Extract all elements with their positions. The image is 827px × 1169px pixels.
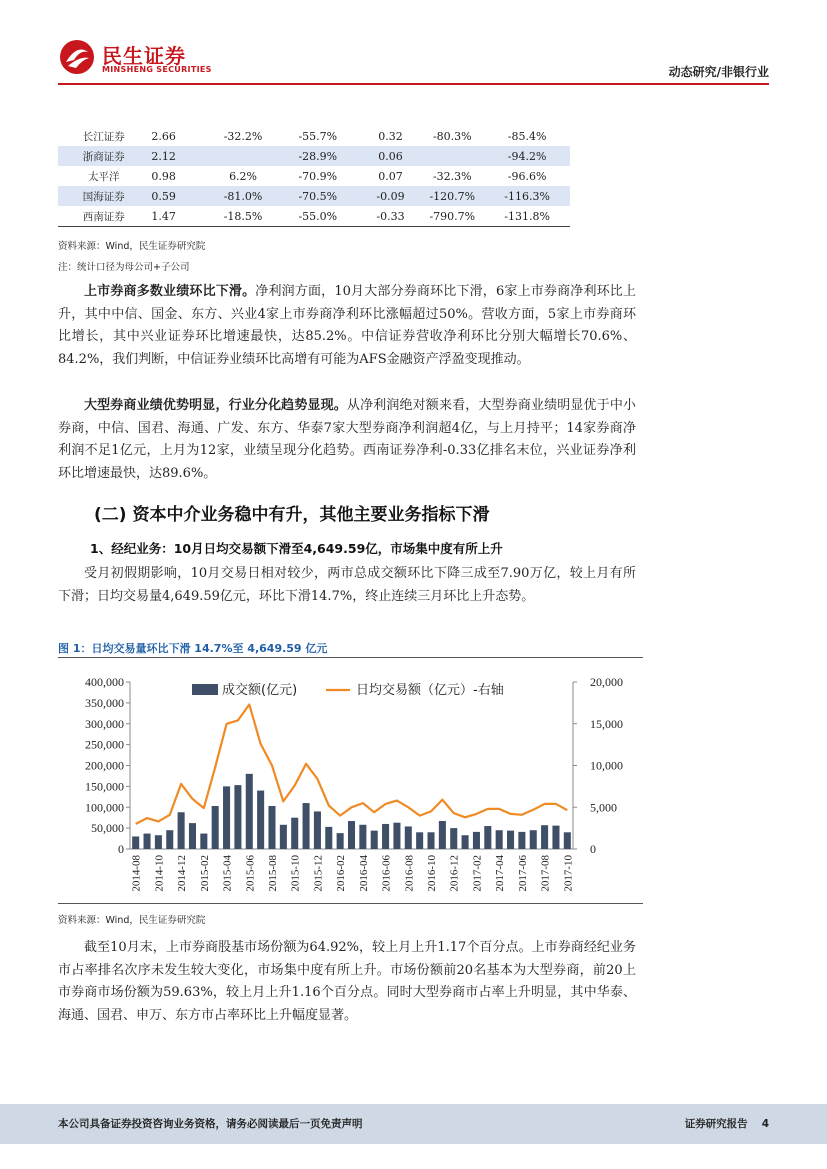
volume-bar [189, 823, 196, 849]
volume-bar [268, 806, 275, 849]
subsection-heading: 1、经纪业务：10月日均交易额下滑至4,649.59亿，市场集中度有所上升 [90, 541, 503, 556]
paragraph-2 [58, 395, 636, 485]
right-tick-label: 20,000 [590, 675, 623, 689]
volume-bar [473, 832, 480, 849]
x-tick-label: 2017-02 [471, 855, 484, 892]
table-cell: -96.6% [507, 169, 547, 183]
volume-bar [496, 830, 503, 849]
volume-bar [518, 832, 525, 849]
volume-bar [155, 835, 162, 849]
company-logo [58, 38, 218, 82]
volume-bar [530, 830, 537, 849]
x-tick-label: 2017-10 [562, 855, 575, 892]
volume-bar [427, 832, 434, 849]
right-tick-label: 10,000 [590, 758, 623, 773]
broker-name-cell: 长江证券 [82, 130, 125, 143]
x-tick-label: 2016-06 [380, 855, 393, 892]
volume-bar [450, 828, 457, 849]
figure-top-rule [58, 657, 643, 658]
x-tick-label: 2015-12 [312, 855, 325, 892]
page-number: 4 [761, 1118, 769, 1130]
legend-line-label: 日均交易额（亿元）-右轴 [356, 683, 504, 698]
table-cell: 0.98 [151, 169, 176, 183]
table-cell: 0.32 [378, 129, 403, 143]
volume-bar [303, 803, 310, 849]
table-cell: 6.2% [229, 169, 258, 183]
volume-bar [200, 834, 207, 849]
table-cell: -80.3% [432, 129, 472, 143]
left-tick-label: 250,000 [85, 737, 124, 752]
table-cell: -116.3% [484, 186, 570, 206]
footer-disclaimer: 本公司具备证券投资咨询业务资格，请务必阅读最后一页免责声明 [58, 1118, 363, 1130]
legend-bar-label: 成交额(亿元) [222, 683, 298, 698]
x-tick-label: 2016-12 [448, 855, 461, 892]
volume-bar [212, 806, 219, 849]
volume-bar [246, 774, 253, 849]
table-cell [420, 146, 484, 166]
table-cell: -120.7% [420, 186, 484, 206]
table-row [58, 126, 570, 146]
x-tick-label: 2015-02 [198, 855, 211, 892]
logo-cn: 民生证券 [102, 44, 186, 68]
table-cell: -70.5% [275, 186, 361, 206]
broker-data-table [58, 126, 570, 227]
broker-name-cell: 西南证券 [58, 206, 149, 227]
x-tick-label: 2016-10 [426, 855, 438, 892]
x-tick-label: 2016-02 [335, 855, 348, 892]
paragraph-1-text: 净利润方面，10月大部分券商环比下滑，6家上市券商净利环比上升，其中中信、国金、东方、兴业4家上市券商净利环比涨幅超过50%。营收方面，5家上市券商环比增长，其中兴业证券环比增速最快，达85.2%。中信证券营收净利环比分别大幅增长70.6%、84.2%，我们判断，中信证券业绩环比高增有可能为AFS金融资产浮盈变现推动。 [58, 284, 636, 367]
table-cell: -28.9% [275, 146, 361, 166]
table-cell: 2.66 [151, 129, 176, 143]
table-cell: -32.2% [223, 129, 263, 143]
volume-bar [144, 834, 151, 849]
broker-name-cell: 太平洋 [87, 170, 120, 183]
footer-meta [671, 1116, 769, 1131]
volume-bar [348, 821, 355, 849]
x-tick-label: 2015-10 [289, 855, 302, 892]
volume-bar [552, 826, 559, 849]
right-tick-label: 0 [590, 842, 596, 856]
table-cell: -131.8% [484, 206, 570, 227]
volume-bar [223, 786, 230, 849]
logo-en: MINSHENG SECURITIES [102, 65, 212, 74]
volume-bar [234, 785, 241, 849]
volume-bar [132, 836, 139, 849]
left-tick-label: 350,000 [85, 695, 124, 710]
x-tick-label: 2015-06 [244, 855, 257, 892]
volume-bar [405, 826, 412, 849]
table-cell: -790.7% [420, 206, 484, 227]
table-row [58, 186, 570, 206]
table-cell: -32.3% [432, 169, 472, 183]
x-tick-label: 2016-04 [357, 855, 370, 892]
x-tick-label: 2017-08 [539, 855, 552, 892]
volume-bar [382, 824, 389, 849]
paragraph-1-lead: 上市券商多数业绩环比下滑。 [84, 284, 256, 299]
page-header [0, 0, 827, 86]
paragraph-3: 受月初假期影响，10月交易日相对较少，两市总成交额环比下降三成至7.90万亿，较上月有所下滑；日均交易量4,649.59亿元，环比下滑14.7%，终止连续三月环比上升态势。 [58, 566, 636, 604]
table-cell: -0.33 [361, 206, 421, 227]
figure-title: 图 1：日均交易量环比下滑 14.7%至 4,649.59 亿元 [58, 642, 328, 655]
table-cell: 2.12 [149, 146, 211, 166]
volume-bar [462, 835, 469, 849]
paragraph-2-text: 从净利润绝对额来看，大型券商业绩明显优于中小券商，中信、国君、海通、广发、东方、华泰7家大型券商净利润超4亿，与上月持平；14家券商净利润不足1亿元，上月为12家，业绩呈现分化趋势。西南证券净利-0.33亿排名末位，兴业证券净利环比增速最快，达89.6%。 [58, 398, 636, 481]
table-cell: 1.47 [149, 206, 211, 227]
table-cell: -18.5% [211, 206, 275, 227]
footer-label: 证券研究报告 [684, 1118, 748, 1130]
legend-bar-swatch [192, 684, 218, 695]
table-cell: -81.0% [211, 186, 275, 206]
table-row [58, 146, 570, 166]
x-tick-label: 2015-04 [221, 855, 234, 892]
x-tick-label: 2017-04 [494, 855, 507, 892]
paragraph-1 [58, 281, 636, 371]
chart-source-note: 资料来源：Wind，民生证券研究院 [58, 915, 206, 926]
left-tick-label: 400,000 [85, 675, 124, 689]
table-row [58, 166, 570, 186]
x-tick-label: 2014-08 [130, 855, 143, 892]
volume-bar [257, 791, 264, 849]
volume-bar [291, 818, 298, 849]
table-cell: 0.59 [149, 186, 211, 206]
paragraph-4: 截至10月末，上市券商股基市场份额为64.92%，较上月上升1.17个百分点。上市券商经纪业务市占率排名次序未发生较大变化，市场集中度有所上升。市场份额前20名基本为大型券商，前20上市券商市场份额为59.63%，较上月上升1.16个百分点。同时大型券商市占率上升明显，其中华泰、海通、国君、申万、东方市占率环比上升幅度显著。 [58, 940, 636, 1023]
volume-bar [564, 832, 571, 849]
volume-bar [359, 825, 366, 849]
broker-name-cell: 国海证券 [58, 186, 149, 206]
volume-bar [337, 833, 344, 849]
volume-bar [178, 812, 185, 849]
table-cell: 0.06 [361, 146, 421, 166]
table-footnote: 注：统计口径为母公司+子公司 [58, 262, 190, 273]
volume-bar [439, 821, 446, 849]
right-tick-label: 15,000 [590, 716, 623, 731]
page-footer [0, 1104, 827, 1144]
left-tick-label: 50,000 [91, 821, 124, 836]
report-type: 动态研究/非银行业 [668, 65, 769, 79]
x-tick-label: 2017-06 [516, 855, 529, 892]
paragraph-2-lead: 大型券商业绩优势明显，行业分化趋势显现。 [84, 398, 347, 413]
table-row [58, 206, 570, 227]
volume-bar [416, 832, 423, 849]
table-cell [211, 146, 275, 166]
volume-bar [325, 827, 332, 849]
table-cell: -70.9% [298, 169, 338, 183]
left-tick-label: 0 [118, 842, 124, 856]
table-source-note: 资料来源：Wind，民生证券研究院 [58, 241, 206, 252]
table-cell: -55.7% [298, 129, 338, 143]
volume-bar [314, 811, 321, 849]
volume-bar [541, 825, 548, 849]
x-tick-label: 2015-08 [267, 855, 279, 892]
volume-bar [507, 831, 514, 849]
left-tick-label: 300,000 [85, 716, 124, 731]
table-cell: -94.2% [484, 146, 570, 166]
left-tick-label: 150,000 [85, 779, 124, 794]
logo-icon [58, 38, 96, 76]
volume-bar [166, 830, 173, 849]
x-tick-label: 2014-12 [176, 855, 189, 892]
table-cell: 0.07 [378, 169, 403, 183]
volume-bar [280, 825, 287, 849]
table-cell: -85.4% [507, 129, 547, 143]
table-cell: -0.09 [361, 186, 421, 206]
volume-bar [393, 823, 400, 849]
x-tick-label: 2014-10 [153, 855, 166, 892]
left-tick-label: 200,000 [85, 758, 124, 773]
trading-volume-chart [58, 660, 643, 903]
section-heading: (二) 资本中介业务稳中有升，其他主要业务指标下滑 [94, 505, 490, 525]
daily-average-line [136, 705, 568, 824]
volume-bar [484, 826, 491, 849]
left-tick-label: 100,000 [85, 800, 124, 815]
x-tick-label: 2016-08 [403, 855, 416, 892]
table-cell: -55.0% [275, 206, 361, 227]
header-divider [58, 83, 769, 85]
volume-bar [371, 831, 378, 849]
figure-bottom-rule [58, 903, 643, 904]
right-tick-label: 5,000 [590, 800, 617, 815]
broker-name-cell: 浙商证券 [58, 146, 149, 166]
